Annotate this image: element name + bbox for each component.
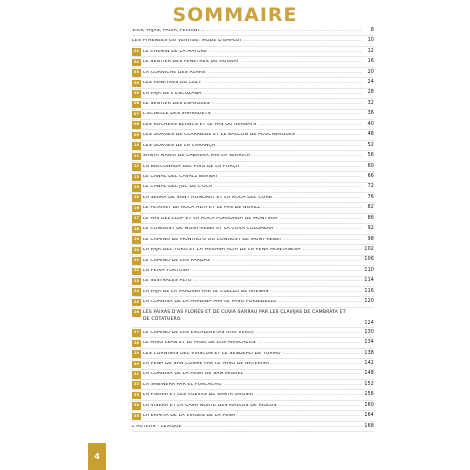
toc-entry xyxy=(132,203,374,213)
chapter-number-badge: 10 xyxy=(132,142,141,150)
toc-entry xyxy=(132,141,374,151)
toc-entry-title: LA BALCONADA DEL PUIG DE LA FORÇA ..... xyxy=(143,165,362,170)
toc-entry xyxy=(132,47,374,57)
toc-entry xyxy=(132,390,374,400)
toc-entry-title: LE CAMINO DE LAS ESCALERETAS (RIO VERO) ..... xyxy=(143,331,362,336)
chapter-number-badge: 29 xyxy=(132,350,141,358)
table-of-contents xyxy=(132,26,374,432)
toc-entry-page: 16 xyxy=(367,59,374,65)
toc-entry-title: LE CONGOST DE MONT-REBEI ET LA COVA COLOMERA ..... xyxy=(143,227,362,232)
toc-entry xyxy=(132,245,374,255)
chapter-number-badge: 11 xyxy=(132,153,141,161)
toc-entry-title: LA FAJA DEL TORO ET LA FAIXANA ALTA DE LA PEÑA MONTAÑESA ..... xyxy=(143,248,362,253)
chapter-number-badge: 06 xyxy=(132,101,141,109)
chapter-number-badge: 24 xyxy=(132,288,141,296)
toc-entry-page: 36 xyxy=(367,111,374,117)
chapter-number-badge: 23 xyxy=(132,278,141,286)
toc-entry xyxy=(132,328,374,338)
chapter-number-badge: 02 xyxy=(132,59,141,67)
toc-entry xyxy=(132,277,374,287)
toc-entry-page: 156 xyxy=(364,392,374,398)
toc-entry xyxy=(132,401,374,411)
toc-entry-title: LA FAJA DE L'ESCUZANA ..... xyxy=(143,92,362,97)
chapter-number-badge: 08 xyxy=(132,121,141,129)
toc-entry-page: 24 xyxy=(367,80,374,85)
chapter-number-badge: 15 xyxy=(132,194,141,202)
chapter-number-badge: 30 xyxy=(132,361,141,369)
toc-entry-page: 28 xyxy=(367,90,374,96)
chapter-number-badge: 21 xyxy=(132,257,141,265)
toc-entry-page: 56 xyxy=(367,153,374,159)
toc-entry xyxy=(132,370,374,380)
toc-entry-page: 92 xyxy=(367,226,374,232)
toc-entry-title: LA ERMITA DE LA VIRGEN DE LA PEÑA ..... xyxy=(143,414,362,419)
toc-entry xyxy=(132,266,374,276)
chapter-number-badge: 16 xyxy=(132,205,141,213)
toc-entry-title: LES PYRÉNÉES OU VERTIGE: MODE D'EMPLOI ..... xyxy=(132,39,362,44)
toc-entry xyxy=(132,162,374,172)
chapter-number-badge: 14 xyxy=(132,184,141,192)
toc-entry-page: 164 xyxy=(364,413,374,419)
toc-entry xyxy=(132,359,374,369)
toc-entry-title: LE FEIXANT DE ROCA ALTA ET LE PAS DE NORILL ..... xyxy=(143,206,362,211)
chapter-number-badge: 05 xyxy=(132,90,141,98)
toc-entry-title: LA CORNICHE DES ALHAS ..... xyxy=(143,71,362,76)
toc-entry-page: 98 xyxy=(367,236,374,242)
toc-entry xyxy=(132,256,374,266)
toc-entry-title: LE SENTIER DES ESPUGUES ..... xyxy=(143,102,362,107)
toc-entry-page: 148 xyxy=(364,371,374,377)
row-divider xyxy=(132,431,374,432)
toc-entry xyxy=(132,78,374,88)
toc-entry-title: LA CORNISA DE LA PARDINA PAR LE PASO FORNIDELLO ..... xyxy=(143,300,362,305)
toc-entry-page: 86 xyxy=(367,215,374,221)
chapter-number-badge: 35 xyxy=(132,413,141,421)
toc-entry-page: 120 xyxy=(364,299,374,305)
toc-entry xyxy=(132,224,374,234)
chapter-number-badge: 07 xyxy=(132,111,141,119)
toc-entry xyxy=(132,235,374,245)
toc-entry-title: LE SESTRALES ALTO ..... xyxy=(143,279,362,284)
toc-entry xyxy=(132,349,374,359)
toc-entry-title: LE CAMINO DE LAS PARDAS ..... xyxy=(143,259,362,264)
toc-entry-page: 152 xyxy=(364,381,374,387)
toc-entry xyxy=(132,99,374,109)
chapter-number-badge: 27 xyxy=(132,329,141,337)
page-title: SOMMAIRE xyxy=(172,4,298,26)
toc-entry-page: 160 xyxy=(364,402,374,408)
chapter-number-badge: 17 xyxy=(132,215,141,223)
toc-entry-page: 8 xyxy=(370,27,374,33)
toc-entry-page: 124 xyxy=(364,321,374,327)
chapter-number-badge: 22 xyxy=(132,268,141,276)
toc-entry xyxy=(132,338,374,348)
toc-entry-page: 82 xyxy=(367,205,374,211)
toc-entry-title: LA VISERA ET LA CARA NORTE DES MALLOS DE RIGLOS ..... xyxy=(143,404,362,409)
toc-entry xyxy=(132,287,374,297)
chapter-number-badge: 19 xyxy=(132,236,141,244)
toc-entry-title: LE PASO LEAN ET LE PASO DE LOS ARISCAZOS ..... xyxy=(143,341,362,346)
toc-entry xyxy=(132,297,374,307)
toc-entry-page: 52 xyxy=(367,142,374,148)
toc-entry-page: 66 xyxy=(367,173,374,179)
chapter-number-badge: 03 xyxy=(132,69,141,77)
toc-entry-page: 168 xyxy=(364,423,374,429)
toc-entry-title: SANTA MARIA DE CABRERA PAR LA SERRICA ..... xyxy=(143,154,362,159)
toc-entry xyxy=(132,380,374,390)
chapter-number-badge: 18 xyxy=(132,226,141,234)
toc-entry-title: LA SERRA DE SANT HONORAT ET LA ROCA DEL CORB ..... xyxy=(143,196,362,201)
toc-entry-page: 10 xyxy=(367,38,374,44)
toc-entry xyxy=(132,68,374,78)
toc-entry xyxy=(132,193,374,203)
toc-entry xyxy=(132,411,374,421)
toc-entry-title: LE CHEMIN DE LA MATURE ..... xyxy=(143,50,362,55)
toc-entry-title: VIAS, FAJAS, FAIXA, FEIXANT... ..... xyxy=(132,29,362,34)
toc-entry xyxy=(132,214,374,224)
toc-entry-page: 102 xyxy=(364,247,374,252)
toc-entry xyxy=(132,57,374,67)
chapter-number-badge: 32 xyxy=(132,381,141,389)
toc-entry-title: L'AUTEUR - LEXIQUE ..... xyxy=(132,425,362,430)
chapter-number-badge: 13 xyxy=(132,174,141,182)
toc-entry xyxy=(132,36,374,46)
chapter-number-badge: 12 xyxy=(132,163,141,171)
chapter-number-badge: 01 xyxy=(132,48,141,56)
toc-entry-title: LES FENÊTRES DU CÉZY ..... xyxy=(143,81,362,86)
toc-entry-title: LES FAIXAS D'AS FLORES ET DE CUVIA SARRAU PAR LES CLAVIJAS DE CAMBRATA ET DE COTATUERO ..... xyxy=(143,309,362,331)
toc-entry-page: 40 xyxy=(367,121,374,127)
toc-entry-page: 60 xyxy=(367,163,374,169)
toc-entry-title: LE CANAL DEL JOC DE L'OCA ..... xyxy=(143,185,362,190)
toc-entry-title: LE CAMINO DE MONTALTO OU CONGOST DE MONT-REBEI ..... xyxy=(143,238,362,243)
toc-entry xyxy=(132,26,374,36)
toc-entry-title: LES GORGES DE LA CARANÇA ..... xyxy=(143,144,362,149)
toc-entry-page: 116 xyxy=(364,288,374,294)
toc-entry xyxy=(132,89,374,99)
toc-entry-page: 142 xyxy=(364,360,374,366)
toc-entry-title: LE SENTIER DES FENÊTRES DU HOURAT ..... xyxy=(143,60,362,65)
toc-entry xyxy=(132,130,374,140)
toc-entry-page: 106 xyxy=(364,257,374,263)
toc-entry-title: LE PAS DEL LLOP ET LA ROCA FORADADA DE MONTSOR ..... xyxy=(143,217,362,222)
toc-entry-page: 12 xyxy=(367,48,374,54)
toc-entry-page: 32 xyxy=(367,100,374,106)
chapter-number-badge: 34 xyxy=(132,402,141,410)
chapter-number-badge: 33 xyxy=(132,392,141,400)
toc-entry-title: LES GORGES DE CLARABIDE ET LE BALCON DE POUCHERGUES ..... xyxy=(143,133,362,138)
chapter-number-badge: 25 xyxy=(132,299,141,307)
toc-entry-page: 20 xyxy=(367,69,374,75)
toc-entry-page: 48 xyxy=(367,132,374,138)
chapter-number-badge: 28 xyxy=(132,340,141,348)
toc-entry xyxy=(132,151,374,161)
toc-entry-page: 114 xyxy=(364,278,374,284)
chapter-number-badge: 26 xyxy=(132,309,141,317)
toc-entry-page: 130 xyxy=(364,329,374,335)
toc-entry xyxy=(132,120,374,130)
toc-entry xyxy=(132,308,374,328)
toc-entry xyxy=(132,172,374,182)
toc-entry-title: LA FAJA DE LA PARDINA PAR LE CUELLO DE ARENAS ..... xyxy=(143,290,362,295)
toc-entry xyxy=(132,422,374,432)
toc-entry xyxy=(132,183,374,193)
page-number-tab: 4 xyxy=(88,443,106,470)
toc-entry-title: LA PEÑA DE SAN COSME PAR LE PASO DE NATERISA ..... xyxy=(143,362,362,367)
toc-entry-page: 138 xyxy=(364,350,374,356)
chapter-number-badge: 31 xyxy=(132,371,141,379)
chapter-number-badge: 04 xyxy=(132,80,141,88)
toc-entry xyxy=(132,110,374,120)
toc-entry-page: 134 xyxy=(364,340,374,346)
toc-entry-page: 72 xyxy=(367,184,374,190)
toc-entry-title: LA FEIXA TORTOSA ..... xyxy=(143,269,362,274)
chapter-number-badge: 09 xyxy=(132,132,141,140)
toc-entry-title: L'ÉCHELLE DES SARRADETS ..... xyxy=(143,112,362,117)
toc-entry-title: LES ROCHERS BLANCS ET LE PAS DU GERBATS ..... xyxy=(143,123,362,128)
toc-entry-page: 76 xyxy=(367,194,374,200)
toc-entry-title: LES CORNISAS DEL VIASCUN ET LE SENDERO DE TURMO ..... xyxy=(143,352,362,357)
toc-entry-title: LA SABINERA PAR EL FURCACHO ..... xyxy=(143,383,362,388)
chapter-number-badge: 20 xyxy=(132,247,141,255)
toc-entry-title: LA CORNISA DE LA PEÑA DE SAN MIGUEL ..... xyxy=(143,372,362,377)
toc-entry-title: LE CANAL DEL CAVALL BERNAT ..... xyxy=(143,175,362,180)
toc-entry-page: 110 xyxy=(364,267,374,273)
toc-entry-title: LA FISURA ET LES CUEVAS DE SANTA OROSIA ..... xyxy=(143,393,362,398)
